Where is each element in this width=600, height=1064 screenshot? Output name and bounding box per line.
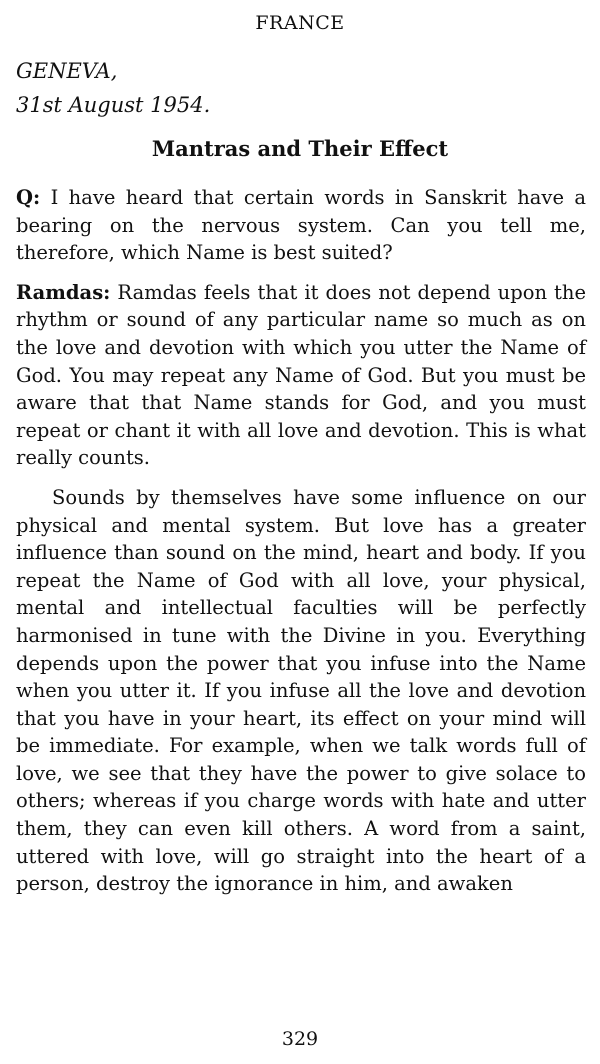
paragraph-text: I have heard that certain words in Sanskrit have a bearing on the nervous system. Can you tell me, therefore, which Name is best suited? bbox=[16, 186, 586, 265]
answer-paragraph bbox=[16, 279, 586, 472]
dateline bbox=[16, 54, 210, 122]
dateline-date: 31st August 1954. bbox=[16, 93, 211, 117]
question-paragraph bbox=[16, 184, 586, 267]
dateline-place: GENEVA, bbox=[16, 59, 118, 83]
page-number: 329 bbox=[281, 1028, 319, 1050]
section-title: Mantras and Their Effect bbox=[151, 136, 449, 161]
continuation-paragraph: Sounds by themselves have some influence on our physical and mental system. But love has a greater influence than sound on the mind, heart and body. If you repeat the Name of God with all love, your physical, mental and intellectual faculties will be perfectly harmonised in tune with the Divine in you. Everything depends upon the power that you infuse into the Name when you utter it. If you infuse all the love and devotion that you have in your heart, its effect on your mind will be immediate. For example, when we talk words full of love, we see that they have the power to give solace to others; whereas if you charge words with hate and utter them, they can even kill others. A word from a saint, uttered with love, will go straight into the heart of a person, destroy the ignorance in him, and awaken bbox=[16, 485, 586, 896]
body-text bbox=[16, 184, 586, 910]
running-head: FRANCE bbox=[255, 12, 345, 34]
speaker-label: Ramdas: bbox=[16, 280, 111, 304]
speaker-label: Q: bbox=[16, 186, 41, 209]
paragraph-text: Ramdas feels that it does not depend upon the rhythm or sound of any particular name so much as on the love and devotion with which you utter the Name of God. You may repeat any Name of God. But you must be aware that that Name stands for God, and you must repeat or chant it with all love and devotion. This is what really counts. bbox=[16, 280, 586, 470]
